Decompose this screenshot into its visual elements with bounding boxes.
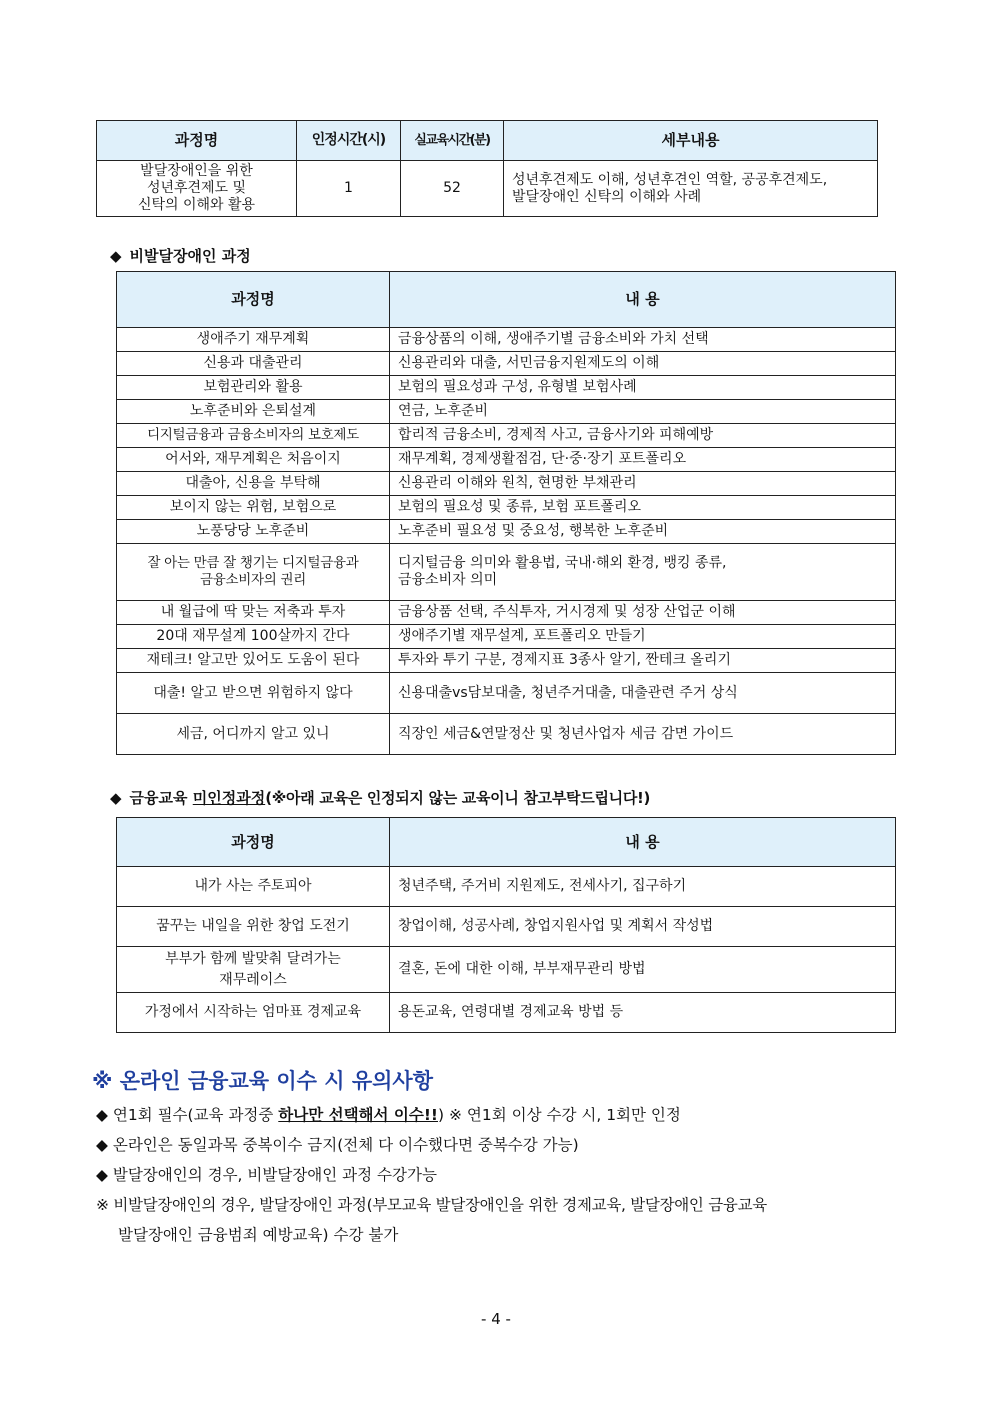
table-row: [117, 520, 896, 544]
course-content: 금융상품 선택, 주식투자, 거시경제 및 성장 산업군 이해: [390, 601, 896, 625]
course-content: 용돈교육, 연령대별 경제교육 방법 등: [390, 993, 896, 1033]
course-name: 노후준비와 은퇴설계: [117, 400, 390, 424]
course-name: 보험관리와 활용: [117, 376, 390, 400]
diamond-bullet-icon: ◆: [110, 247, 122, 265]
course-content: 생애주기별 재무설계, 포트폴리오 만들기: [390, 625, 896, 649]
header-minutes: 실교육시간(분): [401, 121, 504, 161]
course-details: 성년후견제도 이해, 성년후견인 역할, 공공후견제도, 발달장애인 신탁의 이해와 사례: [504, 161, 878, 217]
table-row: [117, 424, 896, 448]
table-row: [117, 673, 896, 714]
course-name: 내가 사는 주토피아: [117, 867, 390, 907]
section-title-underlined: 미인정과정: [192, 789, 266, 807]
table-row: [97, 161, 878, 217]
course-name: 내 월급에 딱 맞는 저축과 투자: [117, 601, 390, 625]
table-row: [117, 601, 896, 625]
course-content: 직장인 세금&연말정산 및 청년사업자 세금 감면 가이드: [390, 714, 896, 755]
notice-title: ※ 온라인 금융교육 이수 시 유의사항: [92, 1069, 433, 1093]
course-content: 결혼, 돈에 대한 이해, 부부재무관리 방법: [390, 947, 896, 993]
course-table-non-accredited: [116, 817, 896, 1033]
table-row: [117, 907, 896, 947]
course-content: 신용관리와 대출, 서민금융지원제도의 이해: [390, 352, 896, 376]
header-content: 내 용: [390, 272, 896, 328]
course-name: 가정에서 시작하는 엄마표 경제교육: [117, 993, 390, 1033]
table-header-row: [117, 272, 896, 328]
course-name: 어서와, 재무계획은 처음이지: [117, 448, 390, 472]
table-row: [117, 714, 896, 755]
course-table-non-developmental: [116, 271, 896, 755]
section-title: 비발달장애인 과정: [129, 247, 251, 265]
notice-line-1-emphasis: 하나만 선택해서 이수!!: [278, 1106, 438, 1124]
course-content: 투자와 투기 구분, 경제지표 3종사 알기, 짠테크 올리기: [390, 649, 896, 673]
section-heading-non-accredited: [110, 788, 650, 808]
section-title-pre: 금융교육: [129, 789, 193, 807]
header-hours: 인정시간(시): [297, 121, 401, 161]
table-row: [117, 448, 896, 472]
course-content: 청년주택, 주거비 지원제도, 전세사기, 집구하기: [390, 867, 896, 907]
table-row: [117, 544, 896, 601]
table-row: [117, 376, 896, 400]
course-name: 신용과 대출관리: [117, 352, 390, 376]
notice-line-1-post: ) ※ 연1회 이상 수강 시, 1회만 인정: [438, 1106, 681, 1124]
course-name: 잘 아는 만큼 잘 챙기는 디지털금융과 금융소비자의 권리: [117, 544, 390, 601]
diamond-bullet-icon: ◆: [110, 789, 122, 807]
course-table-developmental: [96, 120, 878, 217]
course-name: 세금, 어디까지 알고 있니: [117, 714, 390, 755]
course-hours: 1: [297, 161, 401, 217]
header-content: 내 용: [390, 818, 896, 867]
course-name: 재테크! 알고만 있어도 도움이 된다: [117, 649, 390, 673]
course-content: 합리적 금융소비, 경제적 사고, 금융사기와 피해예방: [390, 424, 896, 448]
table-row: [117, 472, 896, 496]
header-details: 세부내용: [504, 121, 878, 161]
table-row: [117, 328, 896, 352]
table-row: [117, 352, 896, 376]
course-content: 금융상품의 이해, 생애주기별 금융소비와 가치 선택: [390, 328, 896, 352]
notice-line-3: ◆ 발달장애인의 경우, 비발달장애인 과정 수강가능: [96, 1166, 437, 1184]
table-header-row: [117, 818, 896, 867]
table-row: [117, 625, 896, 649]
course-content: 신용대출vs담보대출, 청년주거대출, 대출관련 주거 상식: [390, 673, 896, 714]
notice-line-1-pre: ◆ 연1회 필수(교육 과정중: [96, 1106, 279, 1124]
course-name: 발달장애인을 위한 성년후견제도 및 신탁의 이해와 활용: [97, 161, 297, 217]
course-name: 보이지 않는 위험, 보험으로: [117, 496, 390, 520]
course-name: 대출! 알고 받으면 위험하지 않다: [117, 673, 390, 714]
table-row: [117, 496, 896, 520]
notice-line-4: ※ 비발달장애인의 경우, 발달장애인 과정(부모교육 발달장애인을 위한 경제교육, 발달장애인 금융교육: [96, 1196, 767, 1214]
table-row: [117, 400, 896, 424]
course-content: 디지털금융 의미와 활용법, 국내·해외 환경, 뱅킹 종류, 금융소비자 의미: [390, 544, 896, 601]
course-content: 연금, 노후준비: [390, 400, 896, 424]
course-name: 부부가 함께 발맞춰 달려가는 재무레이스: [117, 947, 390, 993]
header-course: 과정명: [117, 818, 390, 867]
header-course: 과정명: [117, 272, 390, 328]
table-row: [117, 947, 896, 993]
notice-line-1: [96, 1104, 681, 1126]
table-header-row: [97, 121, 878, 161]
notice-line-5: 발달장애인 금융범죄 예방교육) 수강 불가: [118, 1226, 399, 1244]
course-content: 노후준비 필요성 및 중요성, 행복한 노후준비: [390, 520, 896, 544]
table-row: [117, 993, 896, 1033]
course-name: 생애주기 재무계획: [117, 328, 390, 352]
course-content: 보험의 필요성 및 종류, 보험 포트폴리오: [390, 496, 896, 520]
course-content: 재무계획, 경제생활점검, 단·중·장기 포트폴리오: [390, 448, 896, 472]
section-title-note: (※아래 교육은 인정되지 않는 교육이니 참고부탁드립니다!): [265, 789, 651, 807]
section-heading-non-developmental: [110, 246, 251, 266]
course-name: 20대 재무설계 100살까지 간다: [117, 625, 390, 649]
table-row: [117, 867, 896, 907]
table-row: [117, 649, 896, 673]
course-content: 신용관리 이해와 원칙, 현명한 부채관리: [390, 472, 896, 496]
page-number: - 4 -: [481, 1310, 511, 1328]
course-name: 꿈꾸는 내일을 위한 창업 도전기: [117, 907, 390, 947]
notice-line-2: ◆ 온라인은 동일과목 중복이수 금지(전체 다 이수했다면 중복수강 가능): [96, 1136, 579, 1154]
header-course: 과정명: [97, 121, 297, 161]
course-content: 보험의 필요성과 구성, 유형별 보험사례: [390, 376, 896, 400]
course-minutes: 52: [401, 161, 504, 217]
course-content: 창업이해, 성공사례, 창업지원사업 및 계획서 작성법: [390, 907, 896, 947]
course-name: 대출아, 신용을 부탁해: [117, 472, 390, 496]
course-name: 디지털금융과 금융소비자의 보호제도: [117, 424, 390, 448]
course-name: 노풍당당 노후준비: [117, 520, 390, 544]
